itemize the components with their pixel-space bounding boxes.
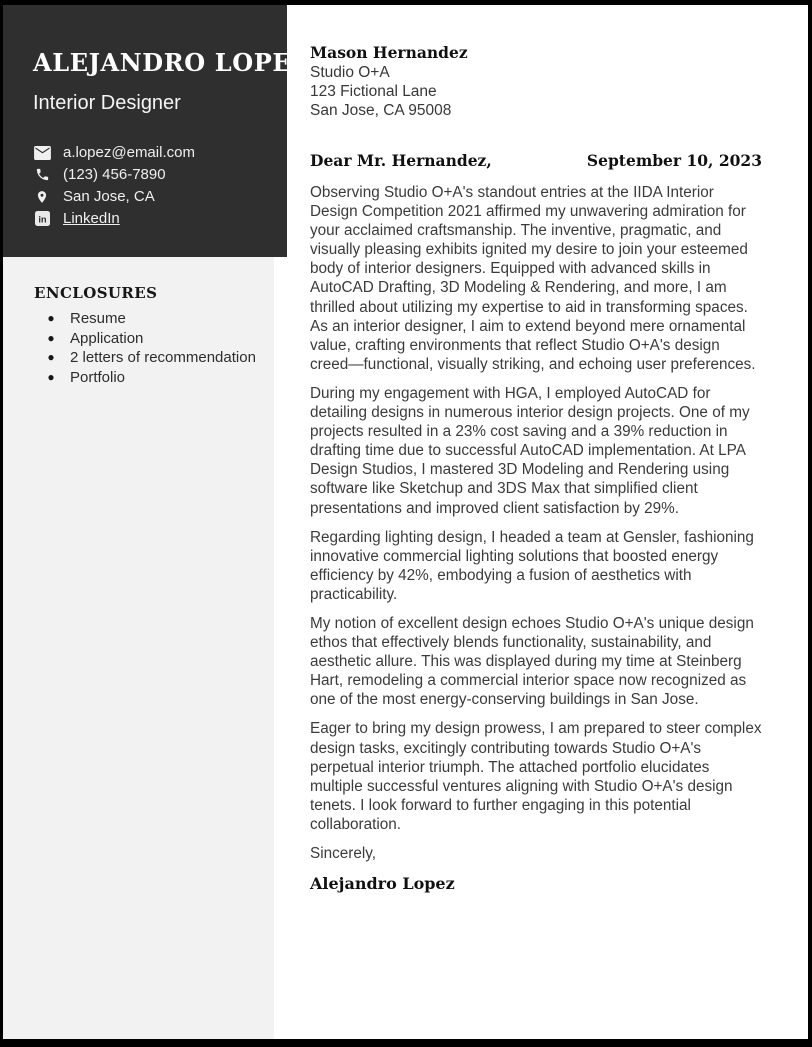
recipient-address-line1: 123 Fictional Lane [310,83,437,100]
recipient-company: Studio O+A [310,64,390,81]
email-icon [33,145,51,161]
enclosure-item [34,368,264,387]
phone-icon [33,167,51,183]
letter-paragraph-3: Regarding lighting design, I headed a team at Gensler, fashioning innovative commercial lighting solutions that boosted energy efficiency by 42%, embodying a fusion of aesthetics with practicability. [310,528,754,603]
contact-row-linkedin [33,209,267,228]
enclosure-label: Portfolio [70,368,126,386]
contact-email: a.lopez@email.com [63,144,195,161]
enclosure-item [34,329,264,348]
bullet-icon: ● [47,369,55,384]
person-job-title: Interior Designer [33,92,181,114]
linkedin-icon [33,211,51,227]
enclosure-item [34,348,264,367]
letter-date: September 10, 2023 [586,151,762,170]
bullet-icon: ● [47,311,55,325]
location-icon [33,189,51,205]
closing: Sincerely, [310,845,377,862]
enclosure-label: Application [70,329,144,347]
person-name: ALEJANDRO LOPEZ [33,48,310,77]
sidebar-panel [3,257,274,1039]
salutation: Dear Mr. Hernandez, [310,151,492,170]
enclosure-label: 2 letters of recommendation [70,349,256,366]
salutation-row [310,151,762,171]
letter-paragraph-2: During my engagement with HGA, I employed AutoCAD for detailing designs in numerous interior design projects. One of my projects resulted in a 23% cost saving and a 39% reduction in drafting time due to successful AutoCAD implementation. At LPA Design Studios, I mastered 3D Modeling and Rendering using software like Sketchup and 3DS Max that simplified client presentations and improved client satisfaction by 29%. [310,384,750,517]
contact-list [33,143,267,228]
signature-name: Alejandro Lopez [310,874,455,893]
linkedin-link[interactable]: LinkedIn [63,210,120,227]
contact-location: San Jose, CA [63,188,155,205]
enclosure-item [34,309,264,328]
sidebar-header [3,5,310,257]
enclosures-heading: ENCLOSURES [34,284,158,302]
contact-row-phone [33,165,267,184]
enclosure-label: Resume [70,310,126,327]
letter-body [310,5,762,894]
recipient-block [310,43,762,120]
contact-row-location [33,187,267,206]
bullet-icon: ● [47,350,55,364]
cover-letter-page [3,5,808,1039]
bullet-icon: ● [47,330,55,345]
svg-text:in: in [37,214,47,225]
recipient-name: Mason Hernandez [310,43,468,62]
letter-paragraph-5: Eager to bring my design prowess, I am prepared to steer complex design tasks, excitingly contributing towards Studio O+A's perpetual interior triumph. The attached portfolio elucidates multiple successful ventures aligning with Studio O+A's design tenets. I look forward to further engaging in this potential collaboration. [310,720,762,833]
enclosure-list [34,309,264,387]
contact-phone: (123) 456-7890 [63,166,166,183]
contact-row-email [33,143,267,162]
letter-paragraph-4: My notion of excellent design echoes Studio O+A's unique design ethos that effectively blends functionality, sustainability, and aesthetic allure. This was displayed during my time at Steinberg Hart, remodeling a commercial interior space now recognized as one of the most energy-conserving buildings in San Jose. [310,614,754,709]
recipient-address-line2: San Jose, CA 95008 [310,102,452,119]
letter-paragraph-1: Observing Studio O+A's standout entries at the IIDA Interior Design Competition 2021 affirmed my unwavering admiration for your acclaimed craftsmanship. The inventive, pragmatic, and visually pleasing exhibits ignited my desire to join your esteemed body of interior designers. Equipped with advanced skills in AutoCAD Drafting, 3D Modeling & Rendering, and more, I am thrilled about utilizing my expertise to aid in transforming spaces. As an interior designer, I aim to extend beyond mere ornamental value, crafting environments that reflect Studio O+A's design creed—functional, visually striking, and echoing user preferences. [310,184,756,373]
